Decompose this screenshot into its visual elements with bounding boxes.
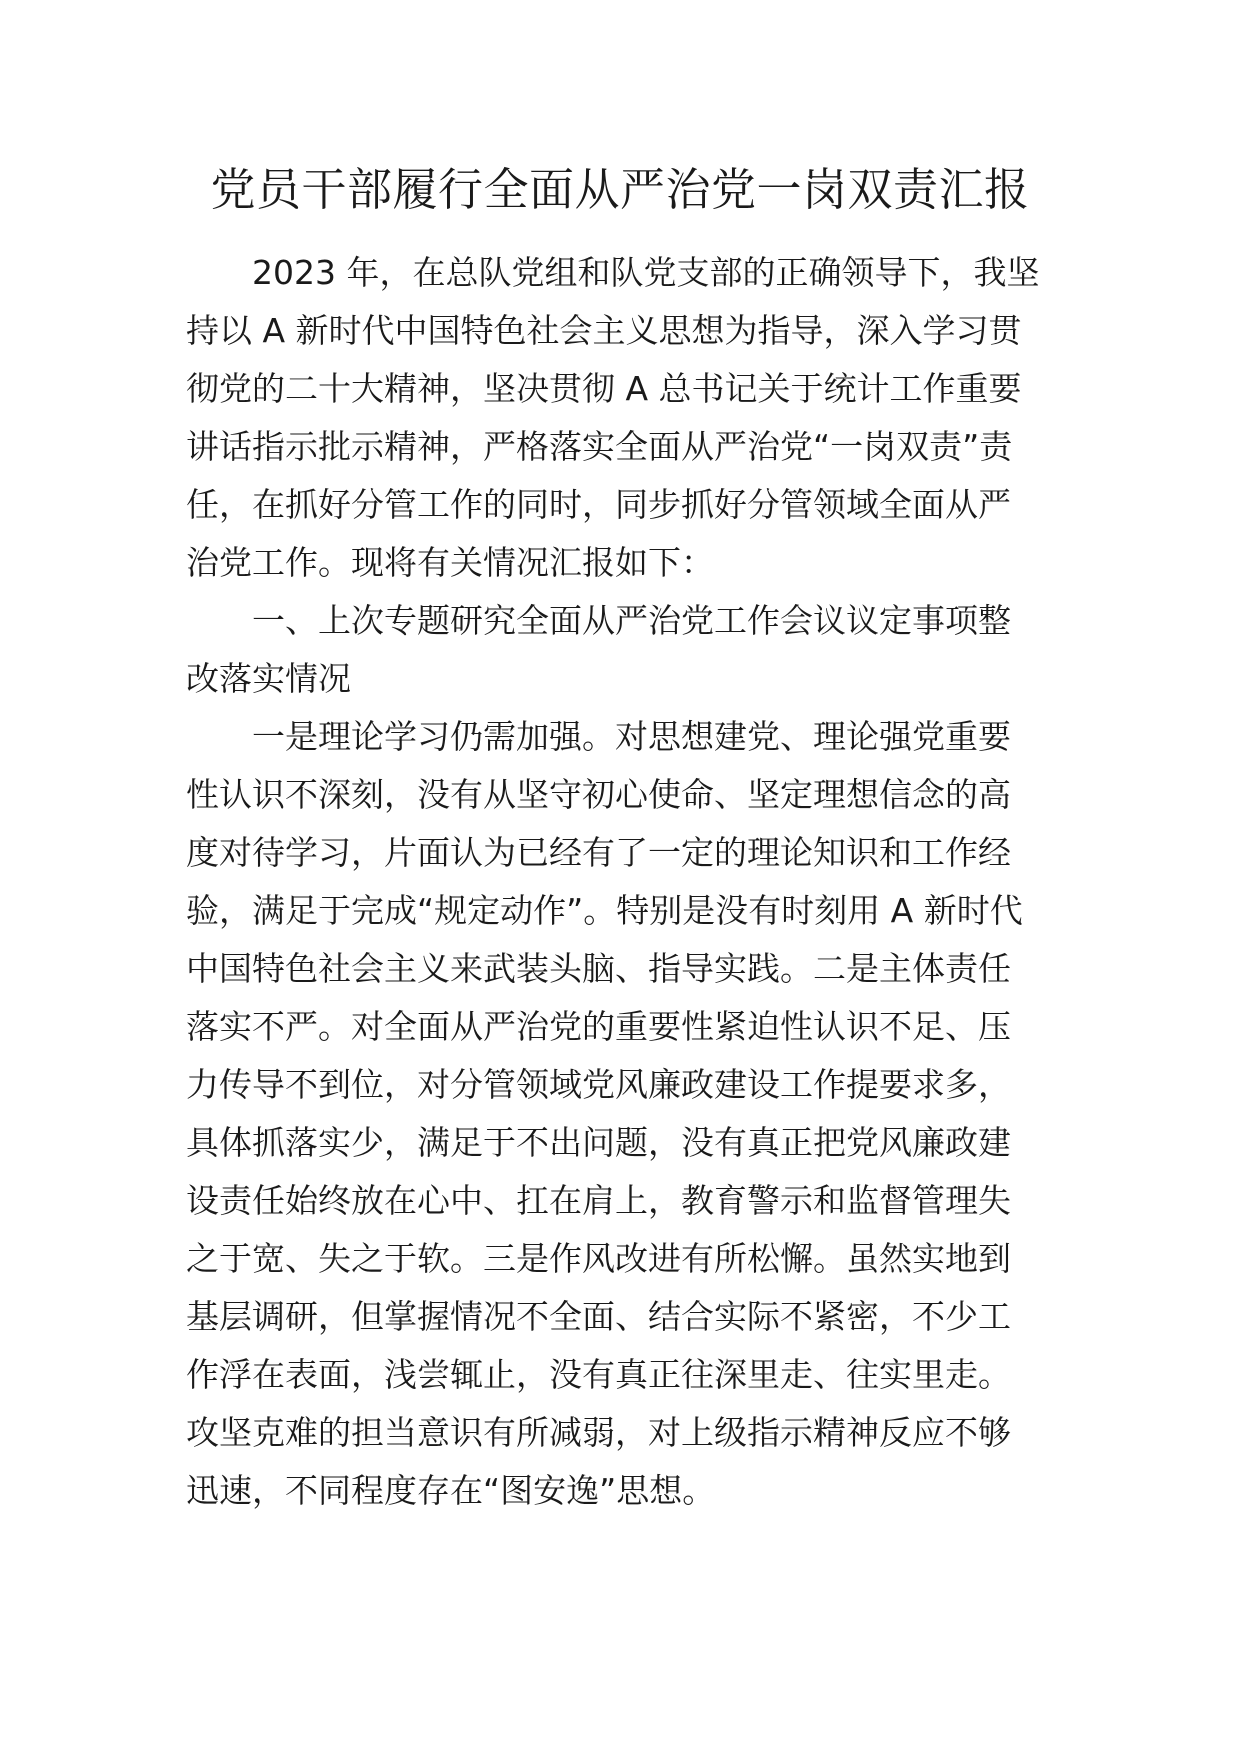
paragraph-line: 迅速，不同程度存在“图安逸”思想。 [186,1471,716,1510]
section-heading-line: 改落实情况 [186,659,351,698]
paragraph-line: 度对待学习，片面认为已经有了一定的理论知识和工作经 [186,833,1011,872]
paragraph-line: 力传导不到位，对分管领域党风廉政建设工作提要求多， [186,1065,1011,1104]
paragraph-line: 2023 年，在总队党组和队党支部的正确领导下，我坚 [252,253,1040,292]
paragraph-line: 设责任始终放在心中、扛在肩上，教育警示和监督管理失 [186,1181,1011,1220]
paragraph-line: 彻党的二十大精神，坚决贯彻 A 总书记关于统计工作重要 [186,369,1022,408]
section-heading-line: 一、上次专题研究全面从严治党工作会议议定事项整 [252,601,1011,640]
paragraph-line: 之于宽、失之于软。三是作风改进有所松懈。虽然实地到 [186,1239,1011,1278]
paragraph-line: 具体抓落实少，满足于不出问题，没有真正把党风廉政建 [186,1123,1011,1162]
paragraph-line: 治党工作。现将有关情况汇报如下： [186,543,714,582]
paragraph-line: 落实不严。对全面从严治党的重要性紧迫性认识不足、压 [186,1007,1011,1046]
document-title: 党员干部履行全面从严治党一岗双责汇报 [210,163,1030,216]
paragraph-line: 中国特色社会主义来武装头脑、指导实践。二是主体责任 [186,949,1011,988]
paragraph-line: 持以 A 新时代中国特色社会主义思想为指导，深入学习贯 [186,311,1022,350]
paragraph-line: 基层调研，但掌握情况不全面、结合实际不紧密，不少工 [186,1297,1011,1336]
paragraph-line: 作浮在表面，浅尝辄止，没有真正往深里走、往实里走。 [186,1355,1011,1394]
paragraph-line: 攻坚克难的担当意识有所减弱，对上级指示精神反应不够 [186,1413,1011,1452]
document-body [186,244,1058,1520]
paragraph-line: 性认识不深刻，没有从坚守初心使命、坚定理想信念的高 [186,775,1011,814]
paragraph-line: 一是理论学习仍需加强。对思想建党、理论强党重要 [252,717,1011,756]
paragraph-line: 验，满足于完成“规定动作”。特别是没有时刻用 A 新时代 [186,891,1023,930]
paragraph-line: 讲话指示批示精神，严格落实全面从严治党“一岗双责”责 [186,427,1013,466]
paragraph-line: 任，在抓好分管工作的同时，同步抓好分管领域全面从严 [186,485,1011,524]
